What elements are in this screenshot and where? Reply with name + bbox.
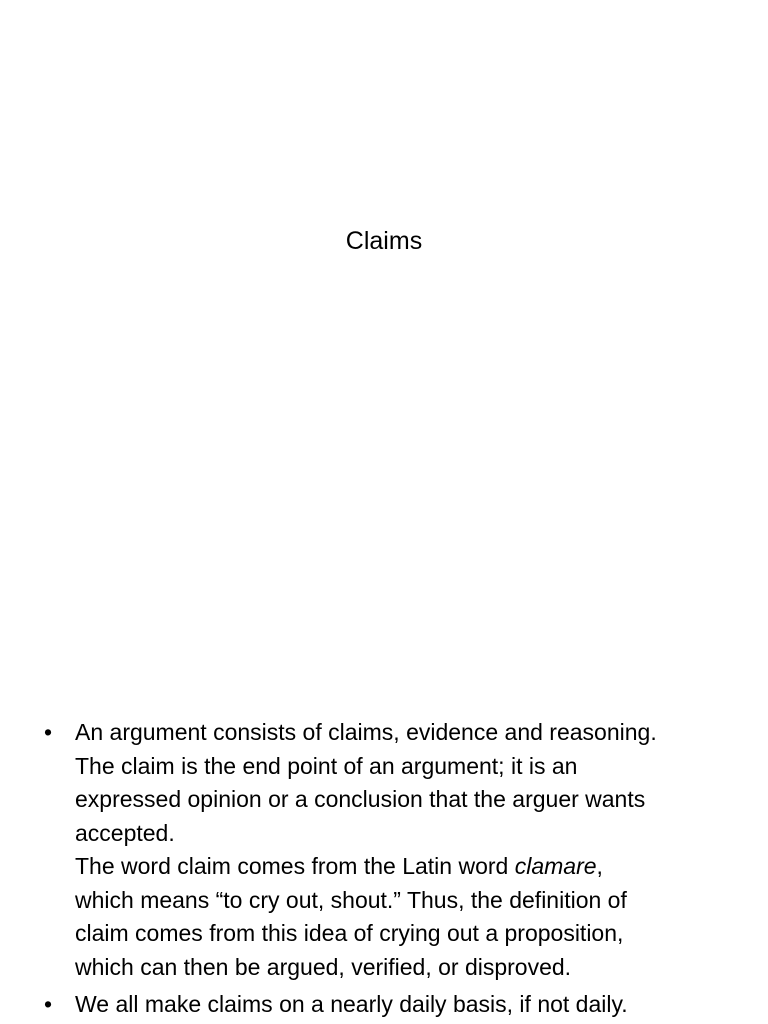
bullet-1-line-3: expressed opinion or a conclusion that the arguer wants [75,786,646,812]
bullet-1-line-1: An argument consists of claims, evidence and reasoning. [75,719,657,745]
latin-word-intro: The word claim comes from the Latin word [75,853,515,879]
bullet-1-line-2: The claim is the end point of an argument; it is an [75,752,578,779]
latin-word-comma: , [596,853,603,879]
bullet-item-1 [42,716,742,984]
bullet-1-line-8: which can then be argued, verified, or disproved. [75,953,572,980]
bullet-list [42,716,742,1024]
latin-word-line [75,850,742,884]
bullet-2-line-1: We all make claims on a nearly daily basis, if not daily. [75,991,628,1017]
latin-word: clamare [514,853,597,879]
bullet-1-line-7: claim comes from this idea of crying out a proposition, [75,920,624,946]
bullet-1-line-4: accepted. [75,819,175,846]
bullet-icon: • [44,719,53,745]
slide-title: Claims [345,227,423,255]
bullet-1-line-6: which means “to cry out, shout.” Thus, the definition of [75,886,627,913]
bullet-item-2 [42,988,742,1022]
bullet-icon: • [44,991,53,1017]
